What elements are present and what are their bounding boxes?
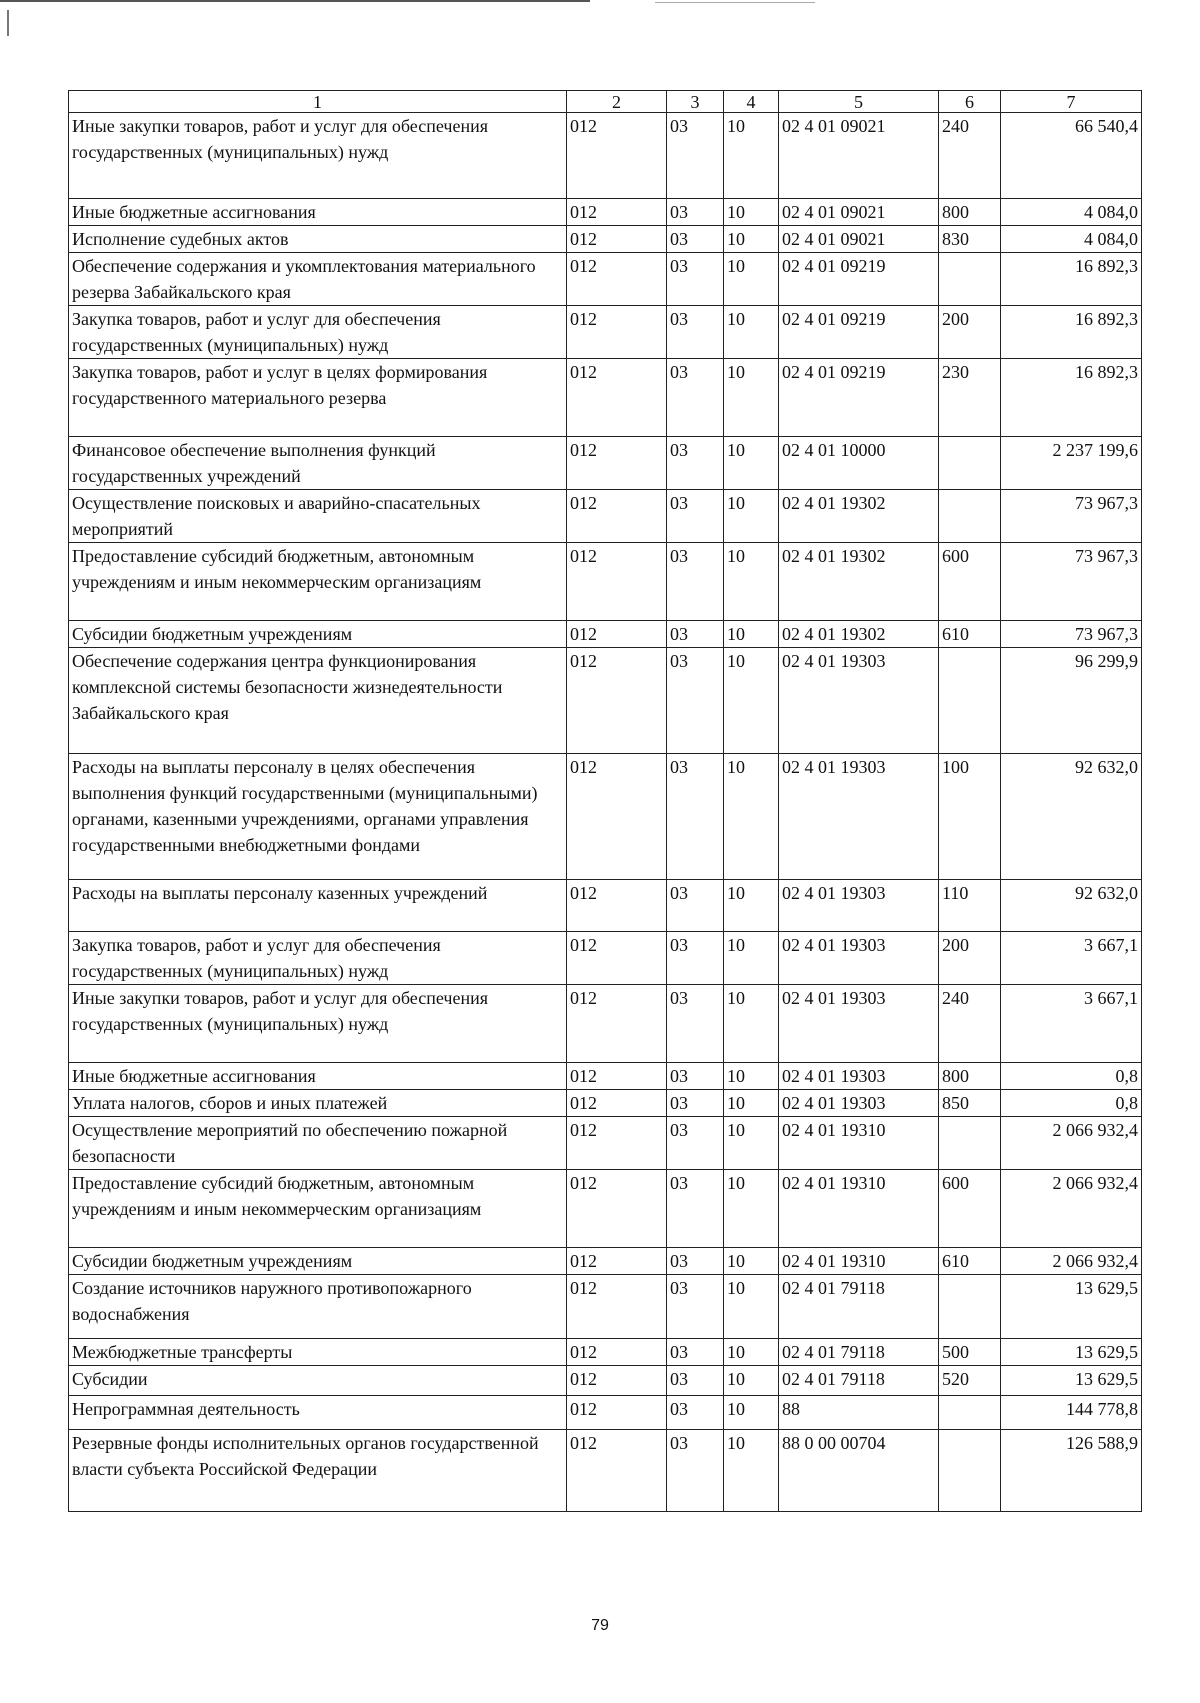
section-cell: 03 — [667, 1339, 724, 1366]
amount-cell: 3 667,1 — [1001, 932, 1142, 985]
header-row — [69, 91, 1142, 113]
amount-cell: 92 632,0 — [1001, 754, 1142, 880]
amount-cell: 92 632,0 — [1001, 880, 1142, 932]
amount-cell: 0,8 — [1001, 1063, 1142, 1090]
subsection-cell: 10 — [724, 985, 779, 1063]
target-article-cell: 02 4 01 19303 — [779, 1063, 939, 1090]
section-cell: 03 — [667, 621, 724, 648]
table-row — [69, 621, 1142, 648]
subsection-cell: 10 — [724, 1170, 779, 1248]
subsection-cell: 10 — [724, 1117, 779, 1170]
admin-code-cell: 012 — [567, 648, 667, 754]
section-cell: 03 — [667, 1396, 724, 1430]
expense-type-cell: 800 — [939, 1063, 1001, 1090]
target-article-cell: 88 — [779, 1396, 939, 1430]
admin-code-cell: 012 — [567, 1275, 667, 1339]
expense-type-cell: 100 — [939, 754, 1001, 880]
amount-cell: 16 892,3 — [1001, 359, 1142, 437]
amount-cell: 13 629,5 — [1001, 1366, 1142, 1396]
section-cell: 03 — [667, 754, 724, 880]
subsection-cell: 10 — [724, 113, 779, 199]
column-header: 5 — [779, 91, 939, 113]
target-article-cell: 02 4 01 79118 — [779, 1275, 939, 1339]
table-row — [69, 437, 1142, 490]
amount-cell: 2 066 932,4 — [1001, 1117, 1142, 1170]
target-article-cell: 02 4 01 19303 — [779, 880, 939, 932]
table-row — [69, 253, 1142, 306]
expense-type-cell: 230 — [939, 359, 1001, 437]
admin-code-cell: 012 — [567, 226, 667, 253]
section-cell: 03 — [667, 199, 724, 226]
amount-cell: 2 066 932,4 — [1001, 1170, 1142, 1248]
row-description: Закупка товаров, работ и услуг для обеспечения государственных (муниципальных) нужд — [69, 932, 567, 985]
amount-cell: 2 066 932,4 — [1001, 1248, 1142, 1275]
target-article-cell: 88 0 00 00704 — [779, 1430, 939, 1512]
target-article-cell: 02 4 01 09219 — [779, 359, 939, 437]
expense-type-cell: 200 — [939, 306, 1001, 359]
expense-type-cell — [939, 1396, 1001, 1430]
admin-code-cell: 012 — [567, 1063, 667, 1090]
amount-cell: 73 967,3 — [1001, 490, 1142, 543]
section-cell: 03 — [667, 1248, 724, 1275]
table-row — [69, 1366, 1142, 1396]
subsection-cell: 10 — [724, 1366, 779, 1396]
row-description: Обеспечение содержания и укомплектования материального резерва Забайкальского края — [69, 253, 567, 306]
table-row — [69, 1248, 1142, 1275]
admin-code-cell: 012 — [567, 1339, 667, 1366]
scan-edge-line — [0, 0, 590, 2]
row-description: Иные бюджетные ассигнования — [69, 1063, 567, 1090]
admin-code-cell: 012 — [567, 253, 667, 306]
target-article-cell: 02 4 01 79118 — [779, 1366, 939, 1396]
row-description: Осуществление мероприятий по обеспечению пожарной безопасности — [69, 1117, 567, 1170]
row-description: Иные бюджетные ассигнования — [69, 199, 567, 226]
row-description: Расходы на выплаты персоналу казенных учреждений — [69, 880, 567, 932]
admin-code-cell: 012 — [567, 490, 667, 543]
amount-cell: 2 237 199,6 — [1001, 437, 1142, 490]
target-article-cell: 02 4 01 19302 — [779, 543, 939, 621]
amount-cell: 13 629,5 — [1001, 1275, 1142, 1339]
table-row — [69, 1275, 1142, 1339]
target-article-cell: 02 4 01 19303 — [779, 754, 939, 880]
target-article-cell: 02 4 01 09219 — [779, 253, 939, 306]
subsection-cell: 10 — [724, 1248, 779, 1275]
section-cell: 03 — [667, 932, 724, 985]
budget-table — [68, 90, 1142, 1512]
target-article-cell: 02 4 01 79118 — [779, 1339, 939, 1366]
row-description: Закупка товаров, работ и услуг в целях формирования государственного материального резерва — [69, 359, 567, 437]
expense-type-cell — [939, 1275, 1001, 1339]
row-description: Субсидии бюджетным учреждениям — [69, 621, 567, 648]
section-cell: 03 — [667, 226, 724, 253]
table-row — [69, 1396, 1142, 1430]
subsection-cell: 10 — [724, 621, 779, 648]
table-row — [69, 1430, 1142, 1512]
subsection-cell: 10 — [724, 490, 779, 543]
admin-code-cell: 012 — [567, 1090, 667, 1117]
scan-edge-line — [655, 2, 815, 3]
subsection-cell: 10 — [724, 1090, 779, 1117]
target-article-cell: 02 4 01 19310 — [779, 1248, 939, 1275]
row-description: Межбюджетные трансферты — [69, 1339, 567, 1366]
amount-cell: 96 299,9 — [1001, 648, 1142, 754]
expense-type-cell: 200 — [939, 932, 1001, 985]
expense-type-cell: 520 — [939, 1366, 1001, 1396]
section-cell: 03 — [667, 437, 724, 490]
row-description: Уплата налогов, сборов и иных платежей — [69, 1090, 567, 1117]
table-row — [69, 1063, 1142, 1090]
row-description: Иные закупки товаров, работ и услуг для обеспечения государственных (муниципальных) нужд — [69, 985, 567, 1063]
row-description: Предоставление субсидий бюджетным, автономным учреждениям и иным некоммерческим организациям — [69, 1170, 567, 1248]
admin-code-cell: 012 — [567, 113, 667, 199]
admin-code-cell: 012 — [567, 932, 667, 985]
expense-type-cell: 600 — [939, 1170, 1001, 1248]
expense-type-cell — [939, 437, 1001, 490]
admin-code-cell: 012 — [567, 1366, 667, 1396]
admin-code-cell: 012 — [567, 1248, 667, 1275]
column-header: 4 — [724, 91, 779, 113]
admin-code-cell: 012 — [567, 437, 667, 490]
row-description: Предоставление субсидий бюджетным, автономным учреждениям и иным некоммерческим организациям — [69, 543, 567, 621]
expense-type-cell — [939, 1430, 1001, 1512]
subsection-cell: 10 — [724, 199, 779, 226]
amount-cell: 4 084,0 — [1001, 226, 1142, 253]
expense-type-cell: 610 — [939, 1248, 1001, 1275]
subsection-cell: 10 — [724, 754, 779, 880]
expense-type-cell: 240 — [939, 985, 1001, 1063]
table-row — [69, 880, 1142, 932]
expense-type-cell — [939, 490, 1001, 543]
row-description: Иные закупки товаров, работ и услуг для обеспечения государственных (муниципальных) нужд — [69, 113, 567, 199]
subsection-cell: 10 — [724, 1430, 779, 1512]
row-description: Финансовое обеспечение выполнения функций государственных учреждений — [69, 437, 567, 490]
row-description: Осуществление поисковых и аварийно-спасательных мероприятий — [69, 490, 567, 543]
column-header: 6 — [939, 91, 1001, 113]
target-article-cell: 02 4 01 19310 — [779, 1117, 939, 1170]
amount-cell: 144 778,8 — [1001, 1396, 1142, 1430]
row-description: Расходы на выплаты персоналу в целях обеспечения выполнения функций государственными (муниципальными) органами, казенными учреждениями, органами управления государственными внебюджетными фондами — [69, 754, 567, 880]
section-cell: 03 — [667, 306, 724, 359]
admin-code-cell: 012 — [567, 199, 667, 226]
target-article-cell: 02 4 01 19310 — [779, 1170, 939, 1248]
admin-code-cell: 012 — [567, 1430, 667, 1512]
subsection-cell: 10 — [724, 359, 779, 437]
expense-type-cell: 110 — [939, 880, 1001, 932]
table-body — [69, 113, 1142, 1512]
expense-type-cell: 610 — [939, 621, 1001, 648]
target-article-cell: 02 4 01 19302 — [779, 490, 939, 543]
subsection-cell: 10 — [724, 437, 779, 490]
subsection-cell: 10 — [724, 1396, 779, 1430]
subsection-cell: 10 — [724, 1063, 779, 1090]
column-header: 7 — [1001, 91, 1142, 113]
table-row — [69, 1339, 1142, 1366]
section-cell: 03 — [667, 1090, 724, 1117]
expense-type-cell: 240 — [939, 113, 1001, 199]
subsection-cell: 10 — [724, 226, 779, 253]
admin-code-cell: 012 — [567, 1170, 667, 1248]
column-header: 1 — [69, 91, 567, 113]
admin-code-cell: 012 — [567, 985, 667, 1063]
table-row — [69, 1090, 1142, 1117]
expense-type-cell: 600 — [939, 543, 1001, 621]
expense-type-cell — [939, 253, 1001, 306]
table-row — [69, 226, 1142, 253]
table-row — [69, 359, 1142, 437]
table-row — [69, 1117, 1142, 1170]
amount-cell: 0,8 — [1001, 1090, 1142, 1117]
amount-cell: 126 588,9 — [1001, 1430, 1142, 1512]
target-article-cell: 02 4 01 19303 — [779, 1090, 939, 1117]
amount-cell: 4 084,0 — [1001, 199, 1142, 226]
section-cell: 03 — [667, 1275, 724, 1339]
target-article-cell: 02 4 01 19302 — [779, 621, 939, 648]
expense-type-cell: 500 — [939, 1339, 1001, 1366]
column-header: 3 — [667, 91, 724, 113]
row-description: Обеспечение содержания центра функционирования комплексной системы безопасности жизнедеятельности Забайкальского края — [69, 648, 567, 754]
subsection-cell: 10 — [724, 543, 779, 621]
admin-code-cell: 012 — [567, 754, 667, 880]
target-article-cell: 02 4 01 19303 — [779, 985, 939, 1063]
amount-cell: 66 540,4 — [1001, 113, 1142, 199]
section-cell: 03 — [667, 880, 724, 932]
section-cell: 03 — [667, 1117, 724, 1170]
table-row — [69, 113, 1142, 199]
admin-code-cell: 012 — [567, 1396, 667, 1430]
section-cell: 03 — [667, 1170, 724, 1248]
table-row — [69, 648, 1142, 754]
section-cell: 03 — [667, 253, 724, 306]
target-article-cell: 02 4 01 10000 — [779, 437, 939, 490]
amount-cell: 13 629,5 — [1001, 1339, 1142, 1366]
subsection-cell: 10 — [724, 1339, 779, 1366]
expense-type-cell: 830 — [939, 226, 1001, 253]
section-cell: 03 — [667, 648, 724, 754]
section-cell: 03 — [667, 543, 724, 621]
subsection-cell: 10 — [724, 932, 779, 985]
amount-cell: 16 892,3 — [1001, 306, 1142, 359]
subsection-cell: 10 — [724, 880, 779, 932]
target-article-cell: 02 4 01 09021 — [779, 113, 939, 199]
row-description: Создание источников наружного противопожарного водоснабжения — [69, 1275, 567, 1339]
amount-cell: 73 967,3 — [1001, 543, 1142, 621]
admin-code-cell: 012 — [567, 359, 667, 437]
target-article-cell: 02 4 01 09021 — [779, 199, 939, 226]
section-cell: 03 — [667, 1063, 724, 1090]
row-description: Субсидии бюджетным учреждениям — [69, 1248, 567, 1275]
row-description: Субсидии — [69, 1366, 567, 1396]
admin-code-cell: 012 — [567, 543, 667, 621]
table-row — [69, 543, 1142, 621]
expense-type-cell: 850 — [939, 1090, 1001, 1117]
expense-type-cell — [939, 648, 1001, 754]
scan-edge-mark — [7, 10, 9, 36]
table-row — [69, 1170, 1142, 1248]
row-description: Резервные фонды исполнительных органов государственной власти субъекта Российской Федерации — [69, 1430, 567, 1512]
target-article-cell: 02 4 01 09219 — [779, 306, 939, 359]
table-row — [69, 932, 1142, 985]
section-cell: 03 — [667, 490, 724, 543]
table-row — [69, 199, 1142, 226]
table-row — [69, 985, 1142, 1063]
page-number: 79 — [591, 1617, 609, 1634]
section-cell: 03 — [667, 1430, 724, 1512]
section-cell: 03 — [667, 113, 724, 199]
target-article-cell: 02 4 01 19303 — [779, 648, 939, 754]
table-row — [69, 306, 1142, 359]
section-cell: 03 — [667, 359, 724, 437]
row-description: Непрограммная деятельность — [69, 1396, 567, 1430]
admin-code-cell: 012 — [567, 880, 667, 932]
amount-cell: 73 967,3 — [1001, 621, 1142, 648]
table-row — [69, 490, 1142, 543]
admin-code-cell: 012 — [567, 306, 667, 359]
subsection-cell: 10 — [724, 253, 779, 306]
row-description: Закупка товаров, работ и услуг для обеспечения государственных (муниципальных) нужд — [69, 306, 567, 359]
amount-cell: 16 892,3 — [1001, 253, 1142, 306]
subsection-cell: 10 — [724, 648, 779, 754]
expense-type-cell: 800 — [939, 199, 1001, 226]
target-article-cell: 02 4 01 09021 — [779, 226, 939, 253]
amount-cell: 3 667,1 — [1001, 985, 1142, 1063]
section-cell: 03 — [667, 1366, 724, 1396]
column-header: 2 — [567, 91, 667, 113]
admin-code-cell: 012 — [567, 1117, 667, 1170]
section-cell: 03 — [667, 985, 724, 1063]
target-article-cell: 02 4 01 19303 — [779, 932, 939, 985]
admin-code-cell: 012 — [567, 621, 667, 648]
subsection-cell: 10 — [724, 1275, 779, 1339]
expense-type-cell — [939, 1117, 1001, 1170]
table-row — [69, 754, 1142, 880]
row-description: Исполнение судебных актов — [69, 226, 567, 253]
subsection-cell: 10 — [724, 306, 779, 359]
